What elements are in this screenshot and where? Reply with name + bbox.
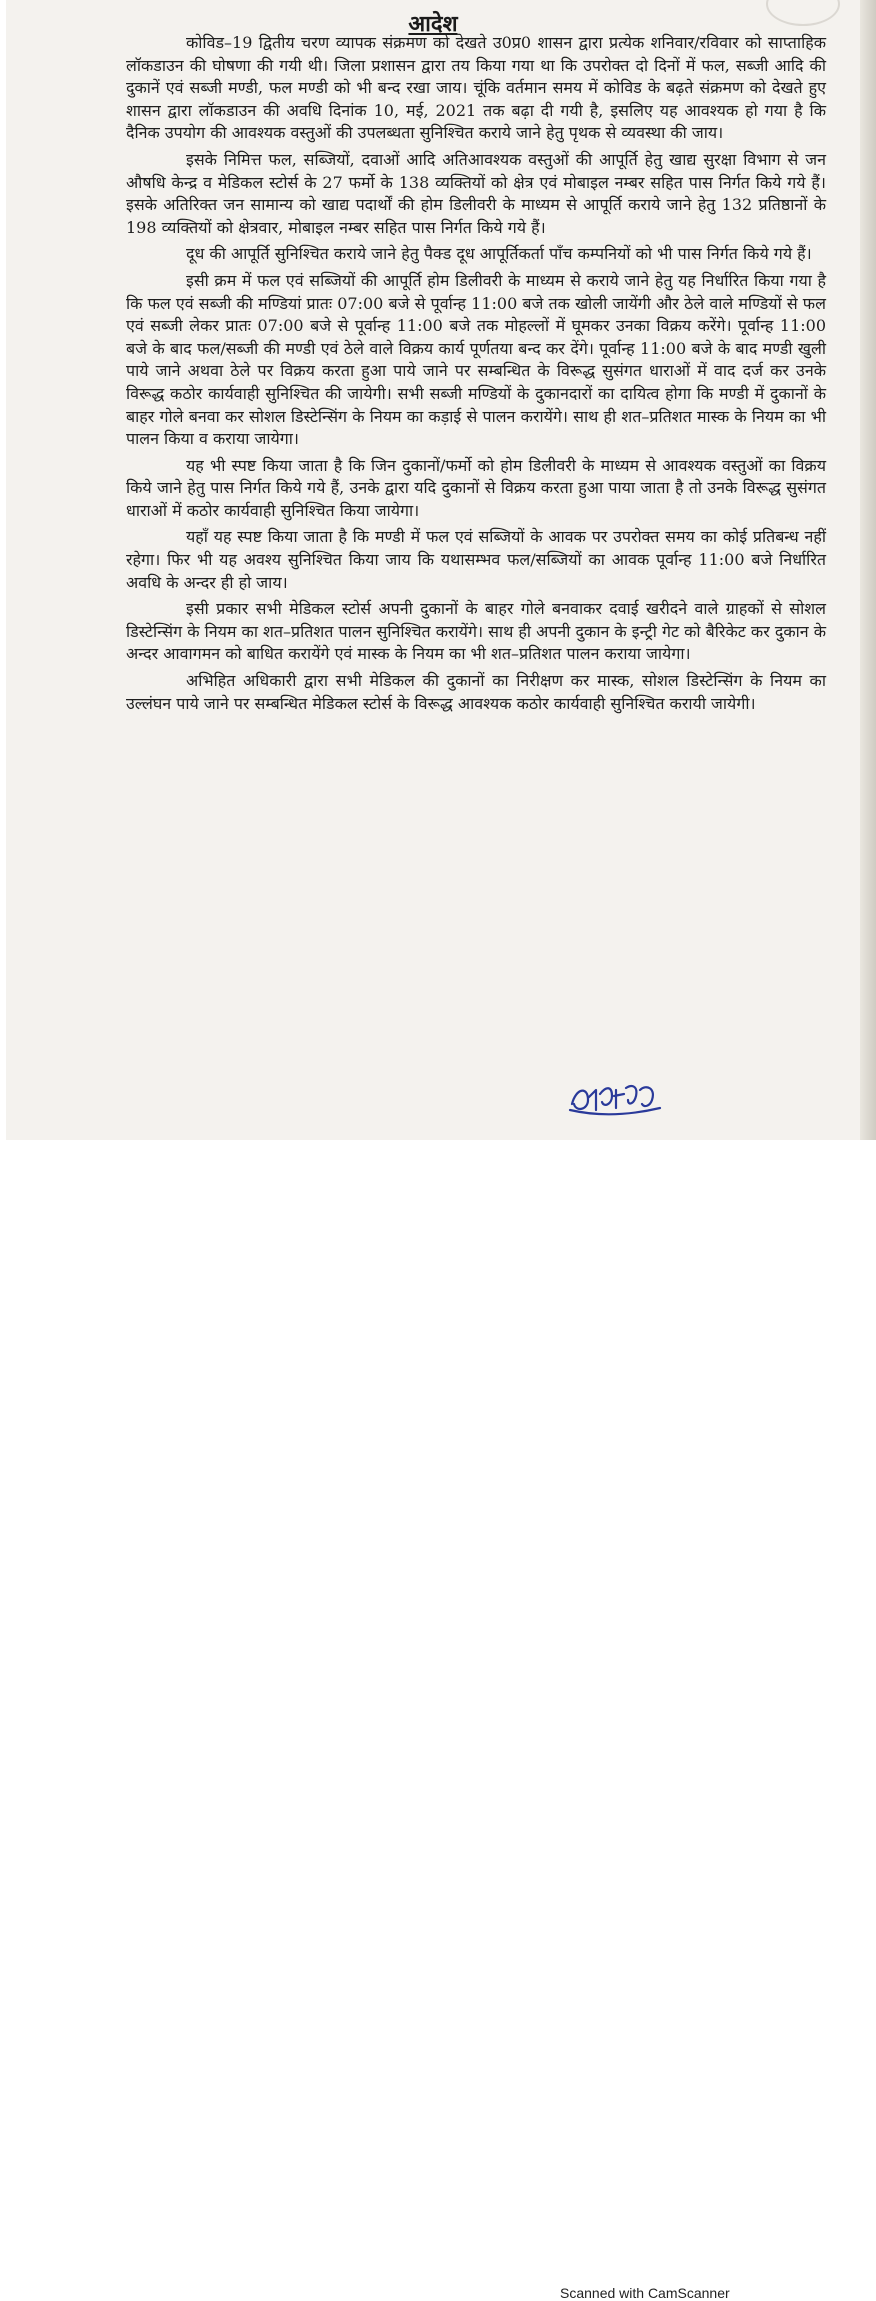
paragraph-1: कोविड–19 द्वितीय चरण व्यापक संक्रमण को देखते उ0प्र0 शासन द्वारा प्रत्येक शनिवार/रविवार को साप्ताहिक लॉकडाउन की घोषणा की गयी थी। जिला प्रशासन द्वारा तय किया गया था कि उपरोक्त दो दिनों में फल, सब्जी आदि की दुकानें एवं सब्जी मण्डी, फल मण्डी को भी बन्द रखा जाय। चूंकि वर्तमान समय में कोविड के बढ़ते संक्रमण को देखते हुए शासन द्वारा लॉकडाउन की अवधि दिनांक 10, मई, 2021 तक बढ़ा दी गयी है, इसलिए यह आवश्यक हो गया है कि दैनिक उपयोग की आवश्यक वस्तुओं की उपलब्धता सुनिश्चित कराये जाने हेतु पृथक से व्यवस्था की जाय। (126, 33, 826, 143)
handwritten-signature (566, 1070, 666, 1120)
scanner-watermark: Scanned with CamScanner (560, 2285, 730, 2301)
paragraph-5: यह भी स्पष्ट किया जाता है कि जिन दुकानों/फर्मो को होम डिलीवरी के माध्यम से आवश्यक वस्तुओं का विक्रय किये जाने हेतु पास निर्गत किये गये हैं, उनके द्वारा यदि दुकानों से विक्रय करता हुआ पाया जाता है तो उनके विरूद्ध सुसंगत धाराओं में कठोर कार्यवाही सुनिश्चित किया जायेगा। (126, 455, 826, 520)
paragraph-8: अभिहित अधिकारी द्वारा सभी मेडिकल की दुकानों का निरीक्षण कर मास्क, सोशल डिस्टेन्सिंग के नियम का उल्लंघन पाये जाने पर सम्बन्धित मेडिकल स्टोर्स के विरूद्ध आवश्यक कठोर कार्यवाही सुनिश्चित करायी जायेगी। (126, 671, 826, 713)
scanner-footer (0, 1140, 876, 2301)
document-title: आदेश (408, 11, 458, 37)
page-edge (860, 0, 876, 1140)
paragraph-6: यहाँ यह स्पष्ट किया जाता है कि मण्डी में फल एवं सब्जियों के आवक पर उपरोक्त समय का कोई प्रतिबन्ध नहीं रहेगा। फिर भी यह अवश्य सुनिश्चित किया जाय कि यथासम्भव फल/सब्जियों का आवक पूर्वान्ह 11:00 बजे निर्धारित अवधि के अन्दर ही हो जाय। (126, 527, 826, 592)
document-body (126, 32, 826, 719)
paragraph-4: इसी क्रम में फल एवं सब्जियों की आपूर्ति होम डिलीवरी के माध्यम से कराये जाने हेतु यह निर्धारित किया गया है कि फल एवं सब्जी की मण्डियां प्रातः 07:00 बजे से पूर्वान्ह 11:00 बजे तक खोली जायेंगी और ठेले वाले मण्डियों से फल एवं सब्जी लेकर प्रातः 07:00 बजे से पूर्वान्ह 11:00 बजे तक मोहल्लों में घूमकर उनका विक्रय करेंगे। पूर्वान्ह 11:00 बजे के बाद फल/सब्जी की मण्डी एवं ठेले वाले विक्रय कार्य पूर्णतया बन्द कर देंगे। पूर्वान्ह 11:00 बजे के बाद मण्डी खुली पाये जाने अथवा ठेले पर विक्रय करता हुआ पाये जाने पर सम्बन्धित के विरूद्ध सुसंगत धाराओं में वाद दर्ज कर उनके विरूद्ध कठोर कार्यवाही सुनिश्चित की जायेगी। सभी सब्जी मण्डियों के दुकानदारों का दायित्व होगा कि मण्डी में दुकानों के बाहर गोले बनवा कर सोशल डिस्टेन्सिंग के नियम का कड़ाई से पालन करायेंगे। साथ ही शत–प्रतिशत मास्क के नियम का भी पालन किया व कराया जायेगा। (126, 270, 826, 449)
paragraph-3: दूध की आपूर्ति सुनिश्चित कराये जाने हेतु पैक्ड दूध आपूर्तिकर्ता पाँच कम्पनियों को भी पास निर्गत किये गये हैं। (186, 244, 812, 264)
scanned-page (6, 0, 861, 1140)
paragraph-7: इसी प्रकार सभी मेडिकल स्टोर्स अपनी दुकानों के बाहर गोले बनवाकर दवाई खरीदने वाले ग्राहकों से सोशल डिस्टेन्सिंग के नियम का शत–प्रतिशत पालन सुनिश्चित करायेंगे। साथ ही अपनी दुकान के इन्ट्री गेट को बैरिकेट कर दुकान के अन्दर आवागमन को बाधित करायेंगे एवं मास्क के नियम का भी शत–प्रतिशत पालन कराया जायेगा। (126, 599, 827, 664)
paragraph-2: इसके निमित्त फल, सब्जियों, दवाओं आदि अतिआवश्यक वस्तुओं की आपूर्ति हेतु खाद्य सुरक्षा विभाग से जन औषधि केन्द्र व मेडिकल स्टोर्स के 27 फर्मो के 138 व्यक्तियों को क्षेत्र एवं मोबाइल नम्बर सहित पास निर्गत किये गये हैं। इसके अतिरिक्त जन सामान्य को खाद्य पदार्थों की होम डिलीवरी के माध्यम से आपूर्ति कराये जाने हेतु 132 प्रतिष्ठानों के 198 व्यक्तियों को क्षेत्रवार, मोबाइल नम्बर सहित पास निर्गत किये गये हैं। (126, 149, 826, 237)
